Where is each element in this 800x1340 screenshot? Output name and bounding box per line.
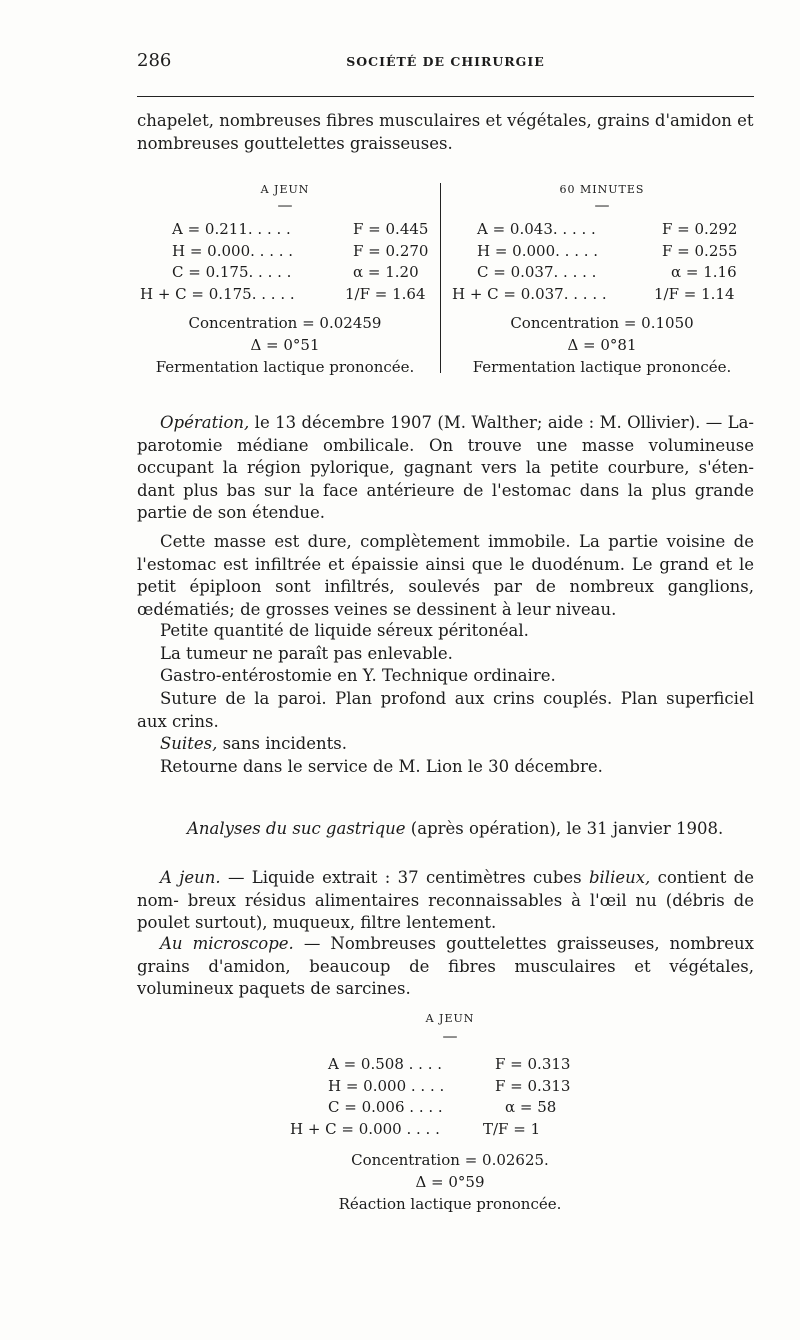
row-left-value: H = 0.000. . . . . [477,241,599,260]
jeun-paragraph [137,867,754,935]
table-row [280,1098,620,1120]
retourne-line: Retourne dans le service de M. Lion le 30 décembre. [160,757,603,776]
delta: Δ = 0°51 [250,336,320,354]
table2-heading: A JEUN [425,1012,475,1025]
table-row [140,285,430,307]
operation-lead: Opération, [160,413,250,432]
row-right-value: α = 1.16 [671,263,737,281]
microscope-paragraph [137,933,754,1001]
row-left-value: H + C = 0.175. . . . . [140,284,295,303]
row-left-value: A = 0.211. . . . . [172,220,291,238]
operation-paragraph [137,412,754,525]
row-left-value: H + C = 0.037. . . . . [452,284,607,303]
row-left-value: A = 0.508 . . . . [328,1055,443,1073]
heading-dash: — [442,1027,458,1045]
text-line: — Liquide extrait : 37 centimètres cubes [220,868,589,887]
table-row [280,1120,620,1142]
row-right-value: F = 0.445 [353,220,429,238]
text-line: l'estomac est infiltrée et épaissie ainsi que le duodénum. Le grand et [137,554,733,574]
text-line: contient de nom- [137,868,754,910]
tumeur-line: La tumeur ne paraît pas enlevable. [160,644,453,663]
text-line: aux crins. [137,711,219,731]
delta: Δ = 0°81 [567,336,637,354]
text-line: Suture de la paroi. Plan profond aux crins couplés. Plan superficiel [160,689,754,708]
fermentation: Fermentation lactique prononcée. [472,358,732,376]
table-row [280,1055,620,1077]
suites-lead: Suites, [160,734,218,753]
row-right-value: F = 0.292 [662,220,738,238]
row-left-value: H = 0.000. . . . . [172,241,294,260]
table1-left-heading: A JEUN [260,183,310,196]
table-row [140,263,430,285]
row-left-value: H + C = 0.000 . . . . [290,1119,440,1138]
row-left-value: C = 0.037. . . . . [477,263,597,281]
text-line: — Nombreuses gouttelettes graisseuses, nombreux grains [137,934,754,976]
table-row [140,220,430,242]
text-line: surtout), muqueux, filtre lentement. [195,913,497,933]
table2 [280,1012,620,1215]
text-line: parotomie médiane ombilicale. On trouve une masse volumineuse [137,435,754,455]
page-header [137,50,754,76]
fermentation: Fermentation lactique prononcée. [155,358,415,376]
row-right-value: 1/F = 1.14 [654,284,735,303]
text-line: de sarcines. [310,979,411,999]
row-left-value: C = 0.175. . . . . [172,263,292,281]
table-row [452,285,752,307]
row-left-value: C = 0.006 . . . . [328,1098,443,1116]
row-right-value: T/F = 1 [483,1119,541,1138]
running-title: SOCIÉTÉ DE CHIRURGIE [346,54,545,69]
text-line: dant plus bas sur la face antérieure de l'estomac dans la plus grande [137,480,754,500]
analyses-rest: (après opération), le 31 janvier 1908. [405,819,724,838]
intro-paragraph [137,110,754,155]
text-line: œdématiés; de grosses veines se dessinent à leur niveau. [137,599,617,619]
jeun-lead: A jeun. [160,868,221,887]
row-left-value: A = 0.043. . . . . [477,220,596,238]
text-line: Cette masse est dure, complètement immobile. La partie voisine de [160,532,754,551]
table-row [452,220,752,242]
page-number: 286 [137,50,172,71]
gastro-line: Gastro-entérostomie en Y. Technique ordinaire. [160,666,556,685]
table1-left-column [140,183,430,378]
row-left-value: H = 0.000 . . . . [328,1076,445,1095]
table-row [140,242,430,264]
suites-rest: sans incidents. [217,734,347,753]
row-right-value: F = 0.313 [495,1055,571,1073]
concentration: Concentration = 0.02625. [351,1151,549,1169]
text-line: breux résidus alimentaires reconnaissables à l'œil nu (débris de poulet [137,890,754,933]
concentration: Concentration = 0.02459 [188,314,382,332]
row-right-value: α = 58 [505,1098,557,1116]
text-line: occupant la région pylorique, gagnant vers la petite courbure, s'éten- [137,458,754,478]
heading-dash: — [277,196,293,214]
intro-line: chapelet, nombreuses fibres musculaires et végétales, grains d'amidon et [137,111,754,130]
column-divider [440,183,441,373]
table1-right-heading: 60 MINUTES [559,183,645,196]
text-line: le petit épiploon sont infiltrés, soulevés par de nombreux ganglions, [137,554,754,597]
delta: Δ = 0°59 [415,1173,485,1191]
masse-paragraph [137,531,754,621]
bilieux-word: bilieux, [588,868,651,887]
row-right-value: F = 0.313 [495,1076,571,1095]
reaction: Réaction lactique prononcée. [338,1195,562,1213]
suture-paragraph [137,688,754,733]
table1-right-column [452,183,752,378]
suites-line [137,733,754,756]
text-line: d'amidon, beaucoup de fibres musculaires et végétales, volumineux paquets [137,956,754,999]
analyses-heading [187,818,757,841]
analyses-italic: Analyses du suc gastrique [187,819,406,838]
liquide-line: Petite quantité de liquide séreux péritonéal. [160,621,529,640]
header-rule [137,96,754,97]
table-row [280,1077,620,1099]
row-right-value: F = 0.255 [662,241,738,260]
intro-line: nombreuses gouttelettes graisseuses. [137,133,453,153]
table-row [452,263,752,285]
table-row [452,242,752,264]
text-line: partie de son étendue. [137,503,326,523]
row-right-value: 1/F = 1.64 [345,284,426,303]
row-right-value: F = 0.270 [353,241,429,260]
concentration: Concentration = 0.1050 [510,314,694,332]
microscope-lead: Au microscope. [160,934,294,953]
row-right-value: α = 1.20 [353,263,419,281]
heading-dash: — [594,196,610,214]
text-line: le 13 décembre 1907 (M. Walther; aide : M. Ollivier). — La- [254,413,754,432]
